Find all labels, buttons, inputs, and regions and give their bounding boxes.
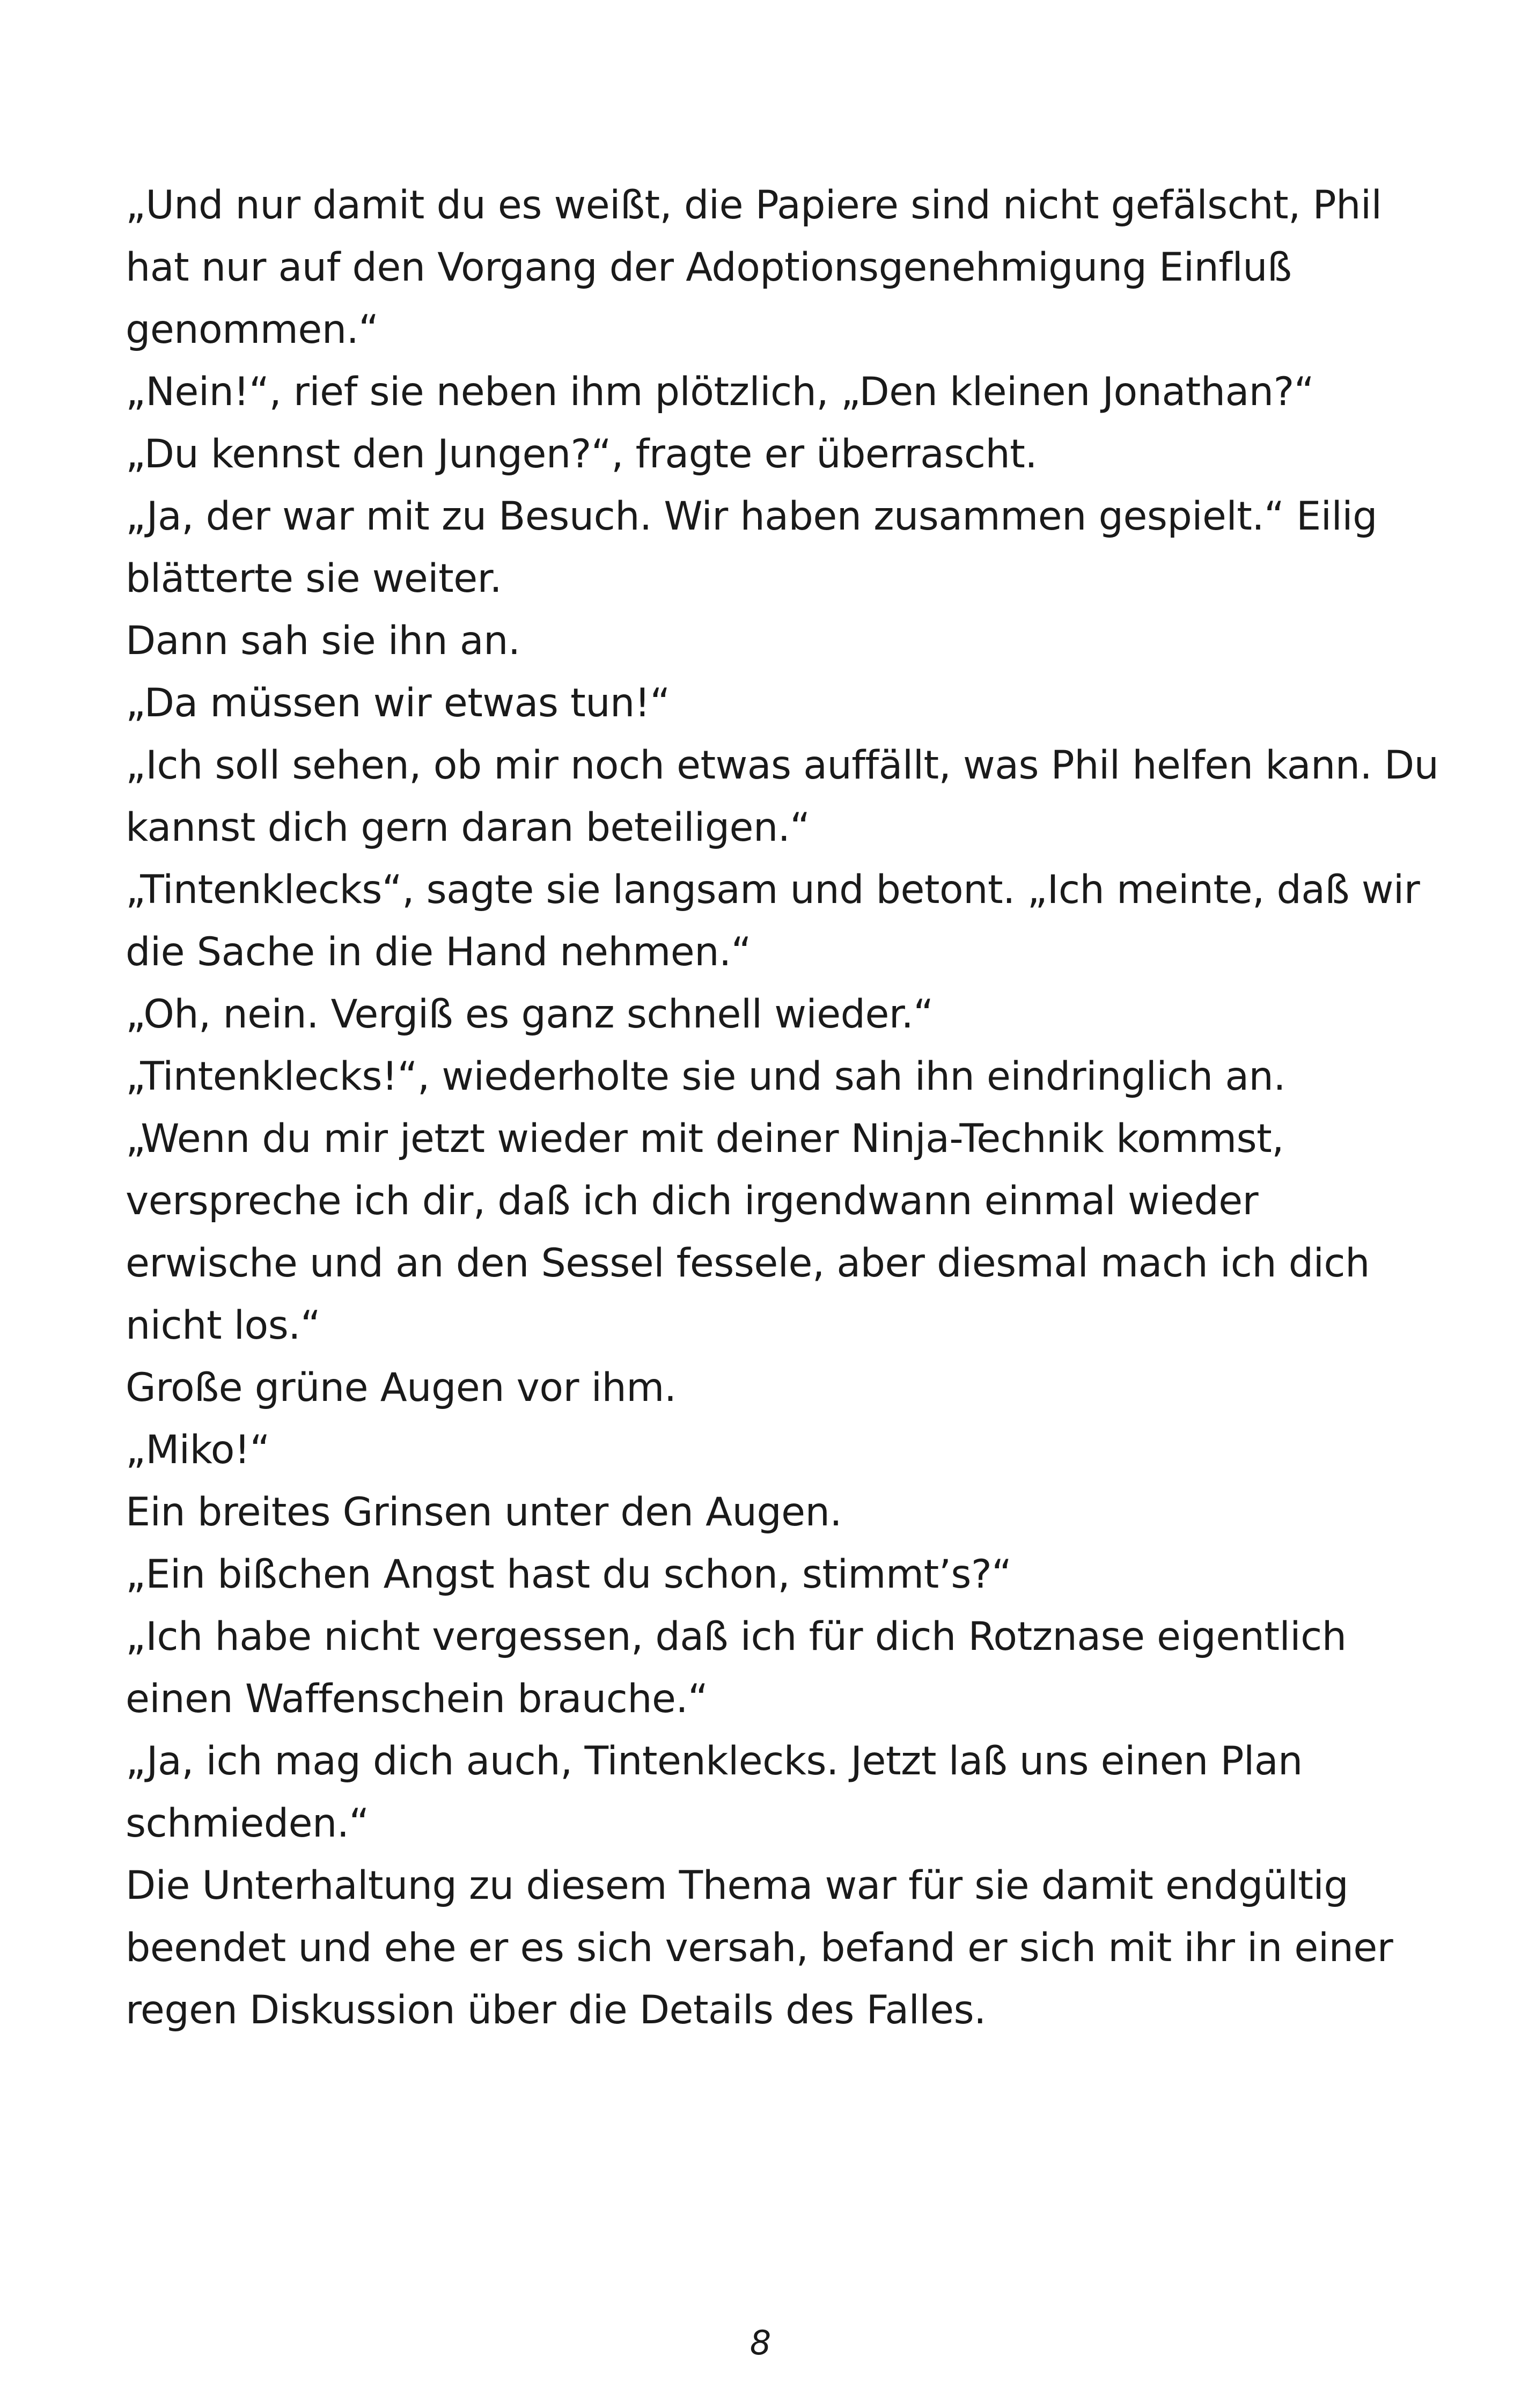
text-line: „Nein!“, rief sie neben ihm plötzlich, „Den kleinen Jonathan?“ — [126, 369, 1314, 415]
text-line: beendet und ehe er es sich versah, befand er sich mit ihr in einer — [126, 1925, 1393, 1971]
body-text — [126, 174, 1439, 2042]
text-line: die Sache in die Hand nehmen.“ — [126, 929, 752, 975]
text-line: Dann sah sie ihn an. — [126, 618, 520, 664]
text-line: „Tintenklecks!“, wiederholte sie und sah ihn eindringlich an. — [126, 1054, 1286, 1099]
text-line: Die Unterhaltung zu diesem Thema war für sie damit endgültig — [126, 1863, 1349, 1908]
text-line: „Da müssen wir etwas tun!“ — [126, 680, 670, 726]
text-line: „Ja, der war mit zu Besuch. Wir haben zusammen gespielt.“ Eilig — [126, 494, 1377, 539]
text-line: blätterte sie weiter. — [126, 556, 502, 601]
text-line: Ein breites Grinsen unter den Augen. — [126, 1489, 842, 1535]
page-number: 8 — [750, 2323, 771, 2362]
text-line: „Ja, ich mag dich auch, Tintenklecks. Jetzt laß uns einen Plan — [126, 1738, 1303, 1784]
text-line: „Tintenklecks“, sagte sie langsam und betont. „Ich meinte, daß wir — [126, 867, 1420, 913]
text-line: nicht los.“ — [126, 1303, 321, 1348]
text-line: einen Waffenschein brauche.“ — [126, 1676, 708, 1722]
text-line: hat nur auf den Vorgang der Adoptionsgenehmigung Einfluß — [126, 245, 1292, 290]
text-line: „Ich habe nicht vergessen, daß ich für dich Rotznase eigentlich — [126, 1614, 1347, 1660]
text-line: „Du kennst den Jungen?“, fragte er überrascht. — [126, 431, 1038, 477]
text-line: erwische und an den Sessel fessele, aber diesmal mach ich dich — [126, 1240, 1370, 1286]
text-line: schmieden.“ — [126, 1801, 369, 1846]
text-line: „Oh, nein. Vergiß es ganz schnell wieder.“ — [126, 992, 934, 1037]
text-line: kannst dich gern daran beteiligen.“ — [126, 805, 810, 850]
text-line: „Und nur damit du es weißt, die Papiere sind nicht gefälscht, Phil — [126, 182, 1382, 228]
text-line: „Miko!“ — [126, 1427, 270, 1473]
text-line: „Ich soll sehen, ob mir noch etwas auffällt, was Phil helfen kann. Du — [126, 743, 1439, 788]
text-line: Große grüne Augen vor ihm. — [126, 1365, 677, 1411]
text-line: „Wenn du mir jetzt wieder mit deiner Ninja-Technik kommst, — [126, 1116, 1284, 1162]
text-line: verspreche ich dir, daß ich dich irgendwann einmal wieder — [126, 1178, 1259, 1224]
text-line: genommen.“ — [126, 307, 379, 353]
text-line: „Ein bißchen Angst hast du schon, stimmt’s?“ — [126, 1552, 1012, 1597]
text-line: regen Diskussion über die Details des Falles. — [126, 1987, 986, 2033]
